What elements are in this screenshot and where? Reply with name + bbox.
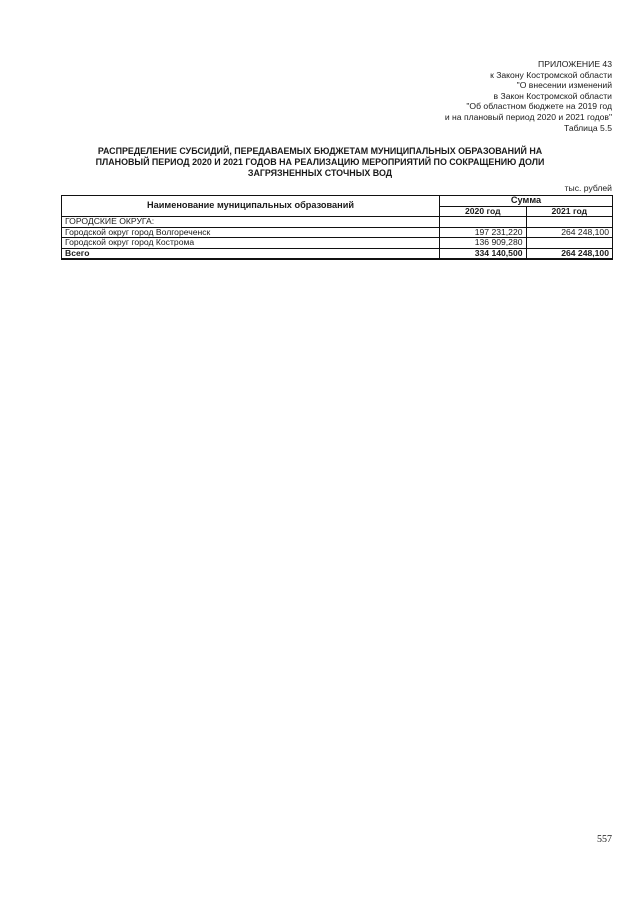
subsidy-table [61, 195, 613, 260]
amount-2020: 136 909,280 [440, 238, 526, 249]
document-title: РАСПРЕДЕЛЕНИЕ СУБСИДИЙ, ПЕРЕДАВАЕМЫХ БЮДЖЕТАМ МУНИЦИПАЛЬНЫХ ОБРАЗОВАНИЙ НА ПЛАНОВЫЙ ПЕРИОД 2020 И 2021 ГОДОВ НА РЕАЛИЗАЦИЮ МЕРОПРИЯТИЙ ПО СОКРАЩЕНИЮ ДОЛИ ЗАГРЯЗНЕННЫХ СТОЧНЫХ ВОД [95, 146, 545, 178]
column-header-name: Наименование муниципальных образований [62, 196, 440, 217]
page-number: 557 [597, 834, 612, 845]
municipality-name: Городской округ город Кострома [62, 238, 440, 249]
table-number: Таблица 5.5 [563, 122, 612, 133]
column-header-2020: 2020 год [440, 206, 526, 217]
appendix-header-line: к Закону Костромской области [490, 69, 612, 80]
table-cell [526, 217, 612, 228]
appendix-header-line: и на плановый период 2020 и 2021 годов" [444, 111, 612, 122]
appendix-header-line: в Закон Костромской области [493, 90, 612, 101]
table-row [62, 238, 613, 249]
units-label: тыс. рублей [564, 183, 612, 193]
appendix-header-line: ПРИЛОЖЕНИЕ 43 [538, 59, 612, 69]
column-header-2021: 2021 год [526, 206, 612, 217]
municipality-name: Городской округ город Волгореченск [62, 227, 440, 238]
total-2021: 264 248,100 [526, 248, 612, 259]
appendix-header [445, 59, 612, 133]
section-label: ГОРОДСКИЕ ОКРУГА: [62, 217, 440, 228]
appendix-header-line: "О внесении изменений [516, 80, 612, 91]
total-2020: 334 140,500 [440, 248, 526, 259]
table-row [62, 227, 613, 238]
section-row [62, 217, 613, 228]
appendix-header-line: "Об областном бюджете на 2019 год [466, 101, 612, 112]
table-header-row [62, 196, 613, 207]
amount-2021: 264 248,100 [526, 227, 612, 238]
total-row [62, 248, 613, 259]
column-header-sum: Сумма [440, 196, 613, 207]
amount-2020: 197 231,220 [440, 227, 526, 238]
table-cell [440, 217, 526, 228]
total-label: Всего [62, 248, 440, 259]
amount-2021 [526, 238, 612, 249]
